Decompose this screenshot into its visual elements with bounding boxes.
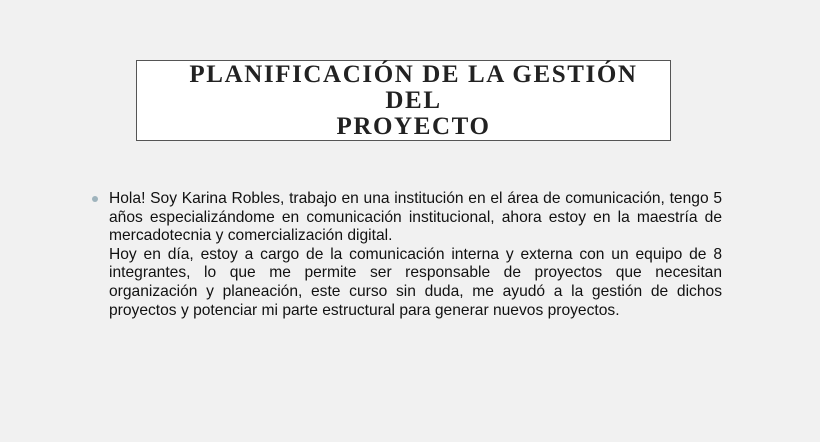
bullet-icon [92, 196, 98, 202]
slide-title-line1: PLANIFICACIÓN DE LA GESTIÓN DEL [189, 60, 638, 114]
intro-paragraph: Hola! Soy Karina Robles, trabajo en una institución en el área de comunicación, tengo 5 años especializándome en comunicación institucional, ahora estoy en la maestría de mercadotecnia y comercialización digital. [109, 190, 722, 245]
work-paragraph: Hoy en día, estoy a cargo de la comunicación interna y externa con un equipo de 8 integrantes, lo que me permite ser responsable de proyectos que necesitan organización y planeación, este curso sin duda, me ayudó a la gestión de dichos proyectos y potenciar mi parte estructural para generar nuevos proyectos. [109, 245, 722, 319]
slide-title-line2: PROYECTO [336, 112, 491, 140]
title-box [136, 60, 671, 141]
slide-title [146, 62, 661, 140]
slide-content [92, 190, 722, 320]
